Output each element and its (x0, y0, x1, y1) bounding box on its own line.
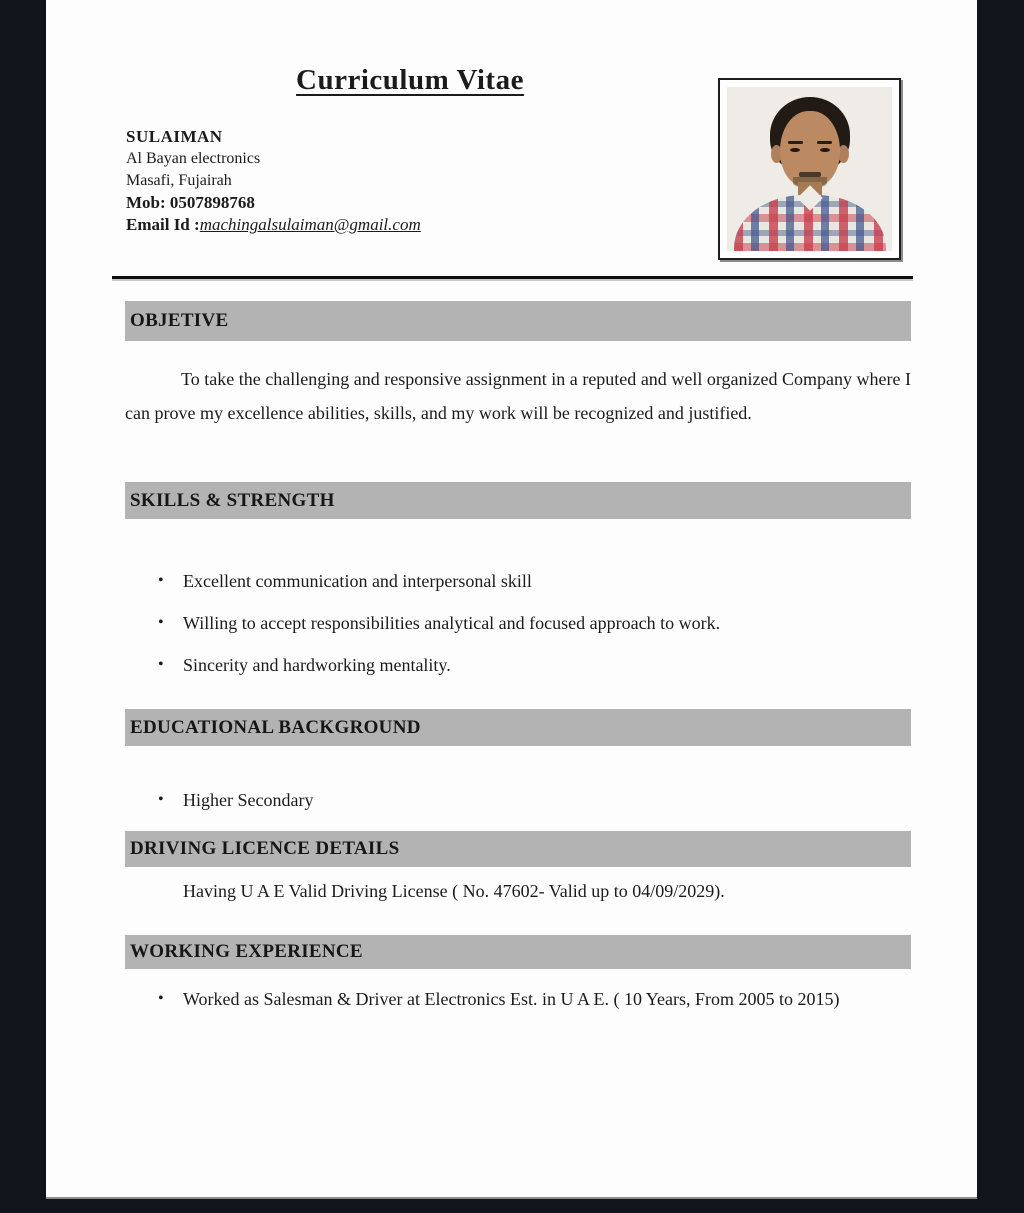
education-list (158, 785, 858, 815)
list-item (158, 566, 918, 596)
section-header-experience: WORKING EXPERIENCE (125, 935, 911, 969)
contact-block (126, 126, 421, 236)
section-header-objective: OBJETIVE (125, 301, 911, 341)
experience-text: Worked as Salesman & Driver at Electronics Est. in U A E. ( 10 Years, From 2005 to 2015) (183, 989, 840, 1009)
experience-list (158, 984, 924, 1014)
list-item (158, 785, 858, 815)
driving-licence-text: Having U A E Valid Driving License ( No. 47602- Valid up to 04/09/2029). (183, 881, 725, 901)
contact-name: SULAIMAN (126, 127, 223, 146)
bullet-icon: • (158, 572, 164, 589)
list-item (158, 984, 924, 1014)
skill-text: Sincerity and hardworking mentality. (183, 655, 451, 675)
section-header-education: EDUCATIONAL BACKGROUND (125, 709, 911, 746)
skill-text: Excellent communication and interpersonal skill (183, 571, 532, 591)
photo-brow-left (788, 141, 803, 144)
objective-paragraph: To take the challenging and responsive assignment in a reputed and well organized Company where I can prove my excellence abilities, skills, and my work will be recognized and justified. (125, 369, 911, 423)
education-text: Higher Secondary (183, 790, 314, 810)
email-link[interactable]: machingalsulaiman@gmail.com (199, 215, 421, 234)
applicant-photo (727, 87, 892, 251)
contact-email (126, 214, 421, 236)
skills-list (158, 566, 918, 692)
mobile-number: 0507898768 (169, 193, 255, 212)
applicant-photo-frame (718, 78, 901, 260)
photo-brow-right (817, 141, 832, 144)
bullet-icon: • (158, 990, 164, 1007)
bullet-icon: • (158, 656, 164, 673)
page-title: Curriculum Vitae (296, 64, 524, 96)
skill-text: Willing to accept responsibilities analytical and focused approach to work. (183, 613, 721, 633)
cv-page (46, 0, 977, 1197)
photo-eye-right (820, 148, 830, 152)
list-item (158, 650, 918, 680)
mobile-label: Mob: (126, 193, 166, 212)
bullet-icon: • (158, 614, 164, 631)
contact-mobile (126, 192, 421, 214)
bullet-icon: • (158, 791, 164, 808)
contact-company: Al Bayan electronics (126, 150, 261, 167)
list-item (158, 608, 918, 638)
contact-location: Masafi, Fujairah (126, 172, 232, 189)
email-label: Email Id : (126, 215, 200, 234)
section-header-driving-licence: DRIVING LICENCE DETAILS (125, 831, 911, 867)
header-divider (112, 276, 913, 281)
section-header-skills: SKILLS & STRENGTH (125, 482, 911, 519)
photo-eye-left (790, 148, 800, 152)
